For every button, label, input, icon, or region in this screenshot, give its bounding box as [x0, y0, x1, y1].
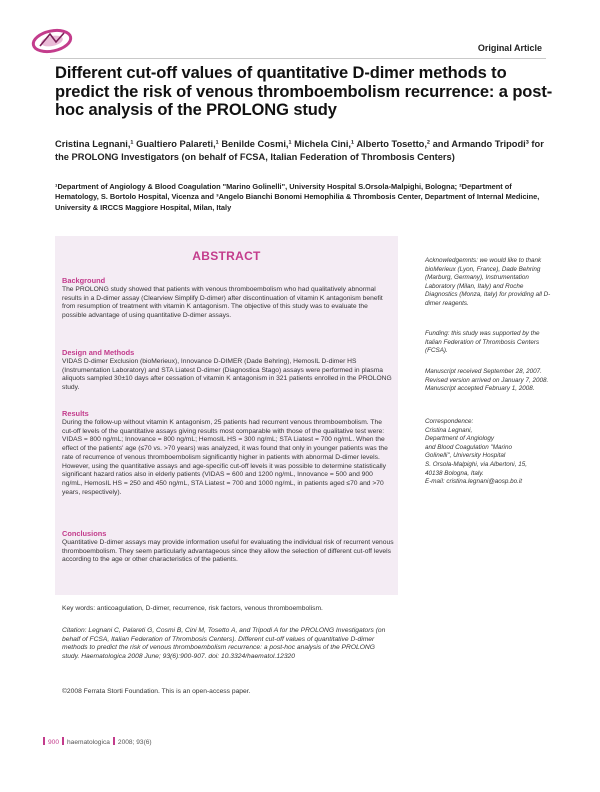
acknowledgments: Acknowledgemnts: we would like to thank bioMerieux (Lyon, France), Dade Behring (Marburg, Germany), Instrumentation Laboratory (Milan, Italy) and Roche Diagnostics (Monza, Italy) for providing all D-dimer reagents. [425, 257, 551, 307]
manuscript-dates: Manuscript received September 28, 2007. Revised version arrived on January 7, 2008. Manuscript accepted February 1, 2008. [425, 368, 549, 393]
author-list: Cristina Legnani,¹ Gualtiero Palareti,¹ Benilde Cosmi,¹ Michela Cini,¹ Alberto Tosetto,² and Armando Tripodi³ for the PROLONG Investigators (on behalf of FCSA, Italian Federation of Thrombosis Centers) [55, 139, 544, 162]
footer-divider [113, 737, 115, 745]
journal-logo-icon [30, 28, 74, 54]
affiliations: ¹Department of Angiology & Blood Coagulation "Marino Golinelli", University Hospital S.Orsola-Malpighi, Bologna; ²Department of Hematology, S. Bortolo Hospital, Vicenza and ³Angelo Bianchi Bonomi Hemophilia & Thrombosis Center, Department of Internal Medicine, University & IRCCS Maggiore Hospital, Milan, Italy [55, 182, 540, 212]
background-heading: Background [62, 276, 106, 285]
correspondence-line: and Blood Coagulation "Marino [425, 443, 512, 451]
journal-issue: 2008; 93(6) [117, 739, 152, 746]
correspondence-line: Department of Angiology [425, 435, 495, 443]
article-title: Different cut-off values of quantitative D-dimer methods to predict the risk of venous thromboembolism recurrence: a post-hoc analysis of the PROLONG study [55, 64, 553, 119]
correspondence-line: Golinelli", University Hospital [425, 452, 506, 460]
keywords: Key words: anticoagulation, D-dimer, recurrence, risk factors, venous thromboembolism. [62, 605, 323, 612]
article-type-label: Original Article [477, 43, 542, 53]
background-text: The PROLONG study showed that patients with venous thromboembolism who had qualitatively abnormal results in a D-dimer assay (Clearview Simplify D-dimer) after discontinuation of vitamin K antagonism benefit from resumption of treatment with vitamin K antagonism. The objective of this study was to evaluate the possible advantage of using quantitative D-dimer assays. [62, 286, 383, 320]
footer-divider [43, 737, 45, 745]
funding: Funding: this study was supported by the Italian Federation of Thrombosis Centers (FCSA). [425, 330, 540, 355]
citation: Citation: Legnani C, Palareti G, Cosmi B, Cini M, Tosetto A, and Tripodi A for the PROLONG Investigators (on behalf of FCSA, Italian Federation of Thrombosis Centers). Different cut-off values of quantitative D-dimer methods to predict the risk of venous thromboembolism recurrence: a post-hoc analysis of the PROLONG study. Haematologica 2008 June; 93(6):900-907. doi: 10.3324/haematol.12320 [62, 627, 386, 661]
results-text: During the follow-up without vitamin K antagonism, 25 patients had recurrent venous thromboembolism. The cut-off levels of the quantitative assays giving results most comparable with those of the qualitative test were: VIDAS = 800 ng/mL; Innovance = 800 ng/mL; HemosIL HS = 300 ng/mL; STA Liatest = 700 ng/mL. When the effect of the patients' age (≤70 vs. >70 years) was analyzed, it was found that only in younger patients was the rate of recurrence of venous thromboembolism significantly higher in patients with abnormal D-dimer levels. However, using the quantitative assays and age-specific cut-off levels it was possible to determine statistically significant hazard ratios also in elderly patients (VIDAS = 600 and 1200 ng/mL, Innovance = 500 and 900 ng/mL, HemosIL HS = 250 and 450 ng/mL, STA Liatest = 700 and 1000 ng/mL, in patients aged ≤70 and >70 years, respectively). [62, 419, 388, 496]
correspondence-line: S. Orsola-Malpighi, via Albertoni, 15, [425, 460, 527, 468]
journal-name: haematologica [67, 739, 110, 746]
correspondence-line: 40138 Bologna, Italy. [425, 469, 484, 477]
correspondence-line: Cristina Legnani, [425, 426, 473, 434]
header-divider [50, 58, 546, 59]
page-number: 900 [48, 739, 60, 746]
conclusions-text: Quantitative D-dimer assays may provide information useful for evaluating the individual risk of recurrent venous thromboembolism. They seem particularly advantageous since they allow the selection of different cut-off levels according to the age or other characteristics of the patients. [62, 539, 394, 564]
correspondence-email: E-mail: cristina.legnani@aosp.bo.it [425, 478, 523, 486]
conclusions-heading: Conclusions [62, 529, 107, 538]
design-heading: Design and Methods [62, 348, 135, 357]
page-footer [40, 737, 152, 746]
correspondence-block [425, 418, 553, 487]
design-text: VIDAS D-dimer Exclusion (bioMerieux), Innovance D-DIMER (Dade Behring), HemosIL D-dimer HS (Instrumentation Laboratory) and STA Liatest D-dimer (Diagnostica Stago) assays were performed in plasma aliquots sampled 30±10 days after cessation of vitamin K antagonism in 321 patients enrolled in the PROLONG study. [62, 358, 392, 392]
correspondence-label: Correspondence: [425, 418, 474, 425]
copyright: ©2008 Ferrata Storti Foundation. This is an open-access paper. [62, 688, 251, 695]
results-heading: Results [62, 409, 89, 418]
footer-divider [62, 737, 64, 745]
abstract-title: ABSTRACT [192, 249, 261, 263]
